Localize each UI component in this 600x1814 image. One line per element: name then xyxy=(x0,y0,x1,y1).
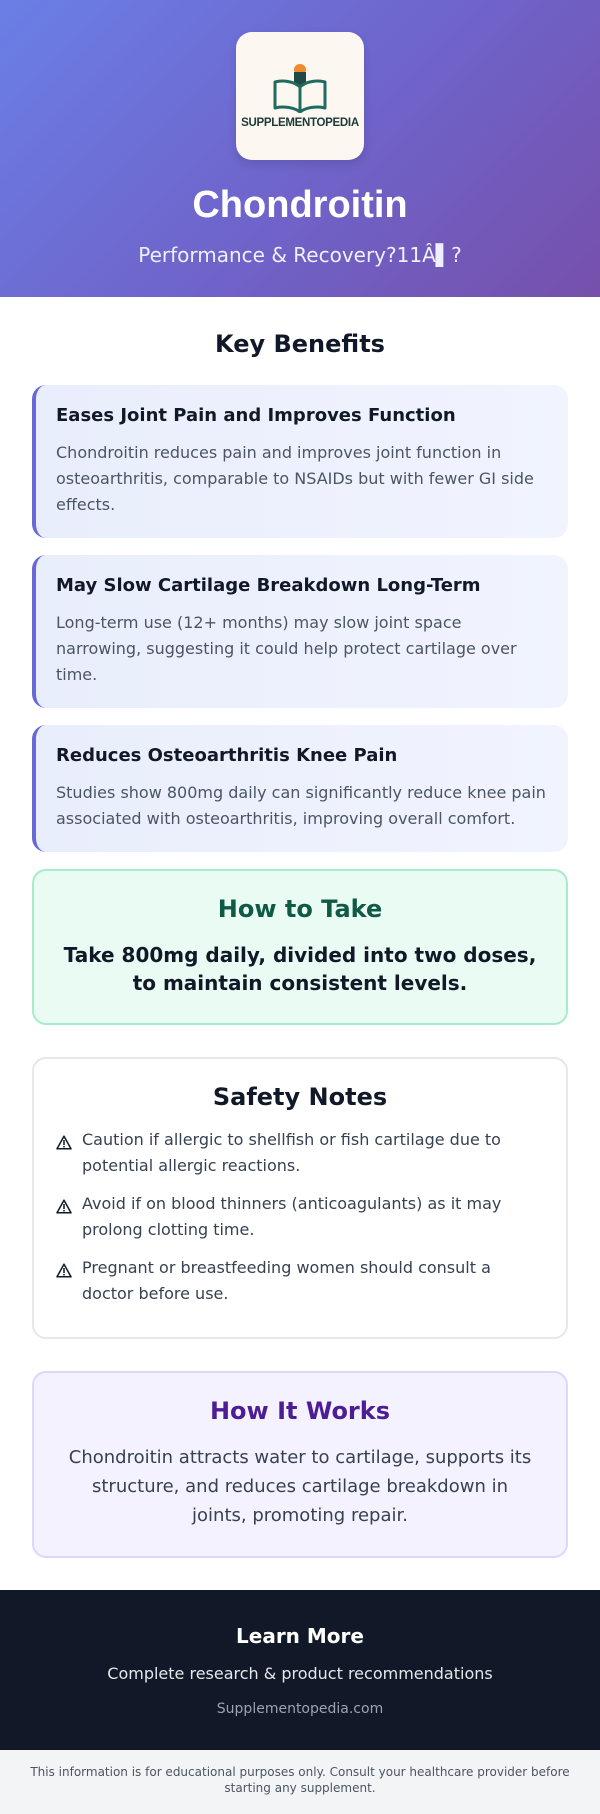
book-capsule-icon xyxy=(270,63,330,113)
safety-item-text: Caution if allergic to shellfish or fish cartilage due to potential allergic reactions. xyxy=(82,1130,501,1175)
benefit-card xyxy=(32,385,568,538)
safety-item xyxy=(56,1191,544,1243)
safety-notes-card xyxy=(32,1057,568,1339)
footer-subtitle: Complete research & product recommendations xyxy=(107,1664,493,1683)
benefit-title: May Slow Cartilage Breakdown Long-Term xyxy=(56,575,481,596)
dosage-text: Take 800mg daily, divided into two doses, to maintain consistent levels. xyxy=(63,943,537,995)
mechanism-text: Chondroitin attracts water to cartilage, supports its structure, and reduces cartilage breakdown in joints, promoting repair. xyxy=(68,1447,532,1526)
safety-item-text: Pregnant or breastfeeding women should consult a doctor before use. xyxy=(82,1258,491,1303)
benefit-text: Studies show 800mg daily can significantly reduce knee pain associated with osteoarthritis, improving overall comfort. xyxy=(56,783,546,828)
safety-item-text: Avoid if on blood thinners (anticoagulants) as it may prolong clotting time. xyxy=(82,1194,502,1239)
benefit-text: Chondroitin reduces pain and improves joint function in osteoarthritis, comparable to NSAIDs but with fewer GI side effects. xyxy=(56,443,534,514)
warning-icon xyxy=(56,1263,72,1278)
how-to-take-heading: How to Take xyxy=(217,895,383,923)
how-it-works-card xyxy=(32,1371,568,1558)
page-subtitle: Performance & Recovery?11Â▌? xyxy=(138,243,462,267)
logo-text: SUPPLEMENTOPEDIA xyxy=(241,117,359,129)
benefit-card xyxy=(32,555,568,708)
footer xyxy=(0,1590,600,1750)
safety-notes-heading: Safety Notes xyxy=(212,1083,388,1111)
how-it-works-heading: How It Works xyxy=(209,1397,391,1425)
site-logo[interactable] xyxy=(236,32,364,160)
benefit-title: Reduces Osteoarthritis Knee Pain xyxy=(56,745,398,766)
how-to-take-card xyxy=(32,869,568,1025)
page-title: Chondroitin xyxy=(192,184,408,226)
hero-header xyxy=(0,0,600,297)
safety-item xyxy=(56,1127,544,1179)
key-benefits-heading: Key Benefits xyxy=(215,330,385,358)
warning-icon xyxy=(56,1199,72,1214)
disclaimer: This information is for educational purposes only. Consult your healthcare provider before starting any supplement. xyxy=(0,1750,600,1814)
benefit-card xyxy=(32,725,568,852)
warning-icon xyxy=(56,1135,72,1150)
benefit-title: Eases Joint Pain and Improves Function xyxy=(56,405,456,426)
safety-item xyxy=(56,1255,544,1307)
main-content xyxy=(0,330,600,1558)
benefit-text: Long-term use (12+ months) may slow joint space narrowing, suggesting it could help protect cartilage over time. xyxy=(56,613,517,684)
learn-more-heading: Learn More xyxy=(236,1624,364,1648)
site-link[interactable]: Supplementopedia.com xyxy=(216,1701,384,1717)
